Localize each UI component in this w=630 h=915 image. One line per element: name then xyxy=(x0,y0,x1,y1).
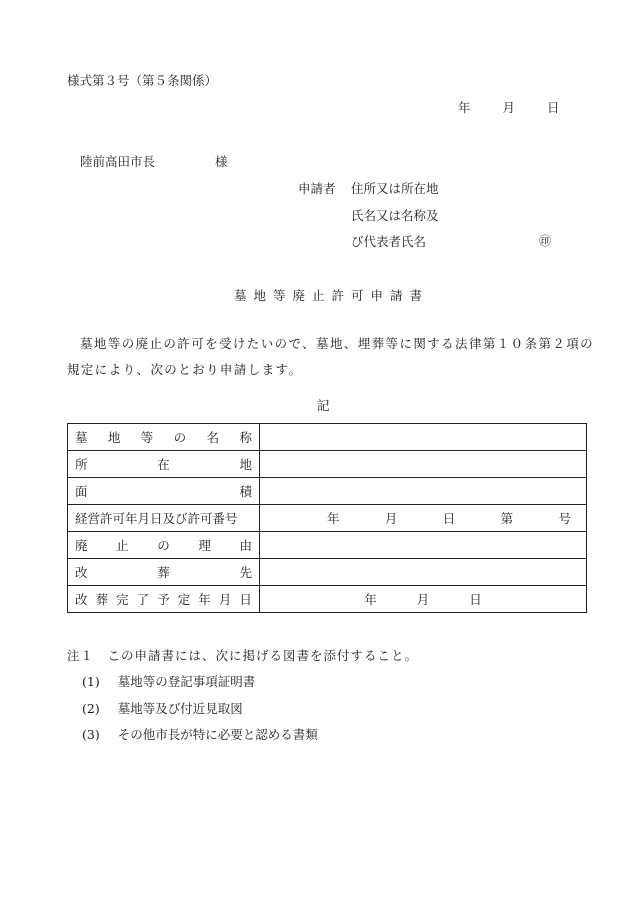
table-row xyxy=(68,559,587,586)
application-table xyxy=(67,423,587,613)
body-line-2: 規定により、次のとおり申請します。 xyxy=(67,362,303,377)
label-area xyxy=(68,478,260,505)
addressee-honorific: 様 xyxy=(215,154,228,169)
label-text: 廃 止 の 理 由 xyxy=(75,538,252,553)
label-text: 面 積 xyxy=(75,484,252,499)
label-location xyxy=(68,451,260,478)
addressee-name: 陸前高田市長 xyxy=(80,154,156,169)
value-abolition-reason[interactable] xyxy=(260,532,587,559)
applicant-name-label-2: び代表者氏名 xyxy=(351,234,427,249)
value-area[interactable] xyxy=(260,478,587,505)
table-row xyxy=(68,424,587,451)
value-reburial-destination[interactable] xyxy=(260,559,587,586)
value-cemetery-name[interactable] xyxy=(260,424,587,451)
table-row xyxy=(68,532,587,559)
permit-date-line: 年 月 日 第 号 xyxy=(327,511,571,526)
body-line-1: 墓地等の廃止の許可を受けたいので、墓地、埋葬等に関する法律第１０条第２項の xyxy=(80,336,595,351)
table-row xyxy=(68,451,587,478)
note-number: (3) xyxy=(82,727,100,742)
ki-marker: 記 xyxy=(317,398,330,413)
table-row xyxy=(68,478,587,505)
note-text: 墓地等及び付近見取図 xyxy=(117,701,243,716)
seal-mark: ㊞ xyxy=(539,234,552,248)
note-text: その他市長が特に必要と認める書類 xyxy=(117,727,318,742)
label-cemetery-name xyxy=(68,424,260,451)
note-item xyxy=(82,725,318,743)
note-item xyxy=(82,672,255,690)
date-month: 月 xyxy=(502,100,516,115)
label-permit-date-number: 経営許可年月日及び許可番号 xyxy=(68,505,260,532)
label-reburial-destination xyxy=(68,559,260,586)
date-year: 年 xyxy=(458,100,471,115)
applicant-address-label: 住所又は所在地 xyxy=(351,181,439,196)
label-text: 改 葬 完 了 予 定 年 月 日 xyxy=(75,592,252,607)
form-number: 様式第３号（第５条関係） xyxy=(67,73,218,88)
document-title: 墓地等廃止許可申請書 xyxy=(234,288,430,303)
note-text: 墓地等の登記事項証明書 xyxy=(117,674,256,689)
label-text: 所 在 地 xyxy=(75,457,252,472)
note-number: (2) xyxy=(82,701,100,716)
note-number: (1) xyxy=(82,674,100,689)
label-reburial-completion-date xyxy=(68,586,260,613)
value-location[interactable] xyxy=(260,451,587,478)
label-text: 墓 地 等 の 名 称 xyxy=(75,430,252,445)
label-abolition-reason xyxy=(68,532,260,559)
completion-date-line: 年 月 日 xyxy=(364,592,482,607)
notes-heading: 注１ この申請書には、次に掲げる図書を添付すること。 xyxy=(67,648,419,663)
value-reburial-completion-date[interactable] xyxy=(260,586,587,613)
table-row xyxy=(68,586,587,613)
table-row xyxy=(68,505,587,532)
label-text: 改 葬 先 xyxy=(75,565,252,580)
applicant-name-label-1: 氏名又は名称及 xyxy=(351,208,439,223)
applicant-label: 申請者 xyxy=(298,181,336,196)
note-item xyxy=(82,699,243,717)
submission-date xyxy=(458,98,560,116)
date-day: 日 xyxy=(547,100,560,115)
value-permit-date-number[interactable] xyxy=(260,505,587,532)
